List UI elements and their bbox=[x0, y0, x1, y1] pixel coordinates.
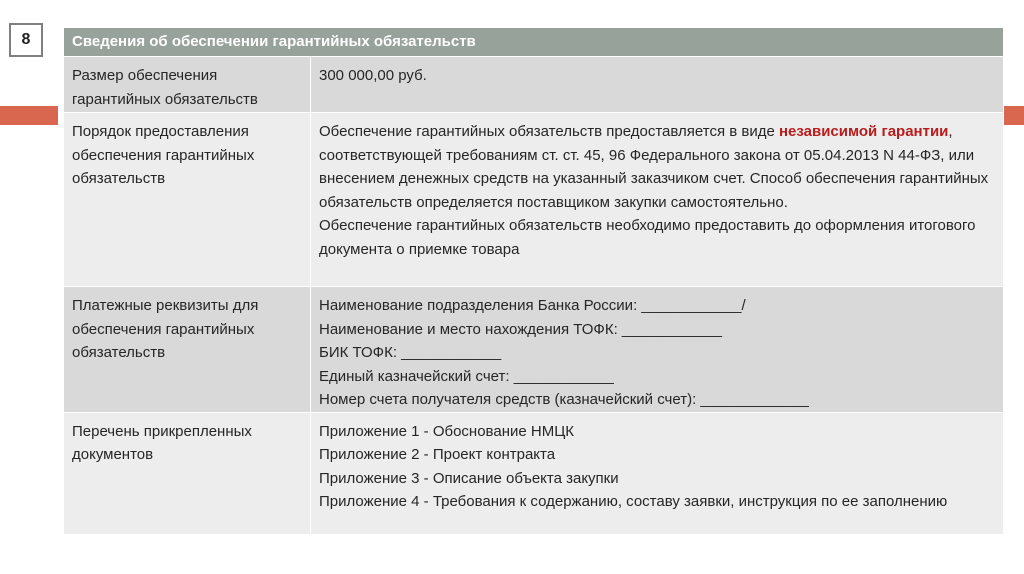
value-text: , соответствующей требованиям ст. ст. 45, 96 Федерального закона от 05.04.2013 N 44-ФЗ, или внесением денежных средств на указанный заказчиком счет. Способ обеспечения гарантийных обязательств определяется поставщиком закупки самостоятельно. bbox=[319, 123, 989, 211]
accent-bar-right bbox=[1004, 106, 1024, 125]
guarantee-info-table bbox=[63, 27, 1004, 535]
requisite-line: БИК ТОФК: ____________ bbox=[319, 344, 502, 361]
row-value: 300 000,00 руб. bbox=[311, 57, 1004, 113]
accent-bar-left bbox=[0, 106, 58, 125]
table-row bbox=[64, 113, 1004, 287]
value-text: Обеспечение гарантийных обязательств предоставляется в виде bbox=[319, 123, 779, 140]
row-value bbox=[311, 287, 1004, 413]
attachment-line: Приложение 3 - Описание объекта закупки bbox=[319, 469, 619, 487]
attachment-line: Приложение 4 - Требования к содержанию, составу заявки, инструкция по ее заполнению bbox=[319, 493, 948, 510]
requisite-line: Номер счета получателя средств (казначейский счет): _____________ bbox=[319, 391, 809, 408]
attachment-line: Приложение 1 - Обоснование НМЦК bbox=[319, 422, 575, 440]
table-header-row bbox=[64, 28, 1004, 57]
slide-number: 8 bbox=[9, 23, 43, 57]
attachment-line: Приложение 2 - Проект контракта bbox=[319, 446, 556, 463]
row-value bbox=[311, 412, 1004, 534]
row-label: Размер обеспечения гарантийных обязательств bbox=[64, 57, 311, 113]
row-label: Платежные реквизиты для обеспечения гарантийных обязательств bbox=[64, 287, 311, 413]
row-value bbox=[311, 113, 1004, 287]
requisite-line: Единый казначейский счет: ____________ bbox=[319, 367, 614, 385]
value-note: Обеспечение гарантийных обязательств необходимо предоставить до оформления итогового документа о приемке товара bbox=[319, 217, 976, 258]
table-row bbox=[64, 57, 1004, 113]
row-label: Перечень прикрепленных документов bbox=[64, 412, 311, 534]
requisite-line: Наименование подразделения Банка России: ____________/ bbox=[319, 297, 746, 314]
requisite-line: Наименование и место нахождения ТОФК: ____________ bbox=[319, 320, 723, 338]
table-row bbox=[64, 412, 1004, 534]
row-label: Порядок предоставления обеспечения гарантийных обязательств bbox=[64, 113, 311, 287]
table-row bbox=[64, 287, 1004, 413]
highlighted-term: независимой гарантии bbox=[778, 123, 949, 140]
table-header: Сведения об обеспечении гарантийных обязательств bbox=[64, 28, 1004, 57]
